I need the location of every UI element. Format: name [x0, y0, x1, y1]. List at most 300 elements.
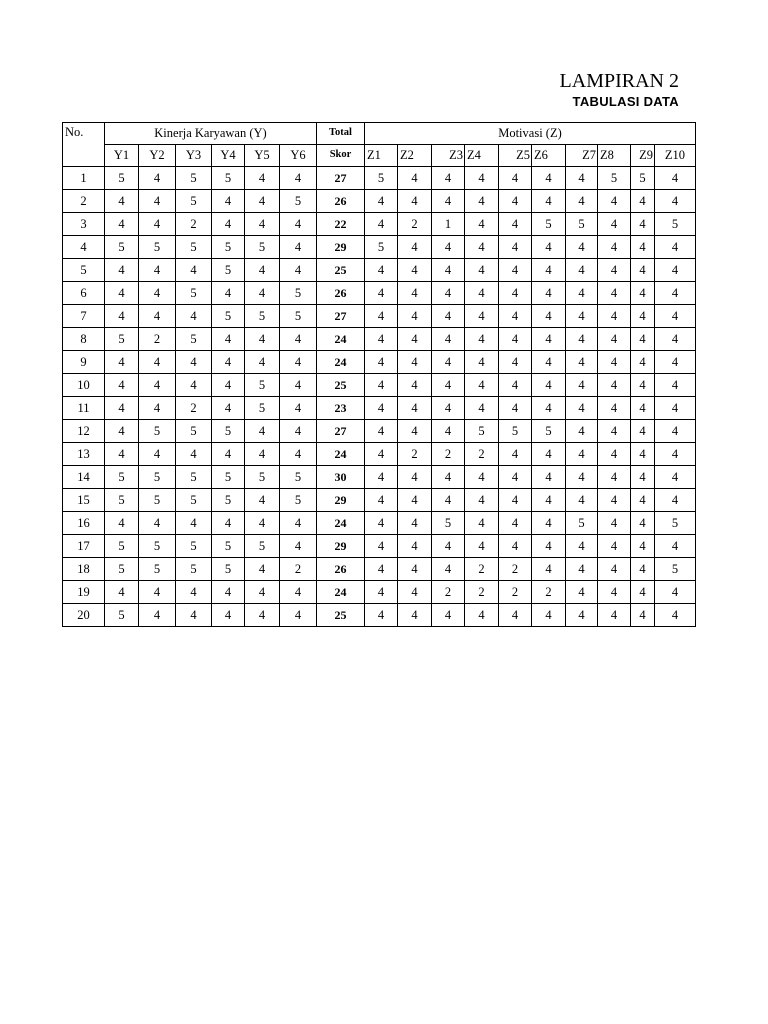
z6-cell: 4 — [532, 351, 566, 374]
z8-cell: 4 — [598, 351, 631, 374]
y1-cell: 5 — [105, 236, 139, 259]
z5-cell: 4 — [499, 374, 532, 397]
z9-cell: 4 — [631, 604, 655, 627]
header-z8: Z8 — [598, 145, 631, 167]
z6-cell: 5 — [532, 420, 566, 443]
total-skor-cell: 25 — [317, 374, 365, 397]
z6-cell: 4 — [532, 512, 566, 535]
y5-cell: 4 — [245, 190, 280, 213]
z7-cell: 4 — [566, 328, 598, 351]
row-number-cell: 6 — [63, 282, 105, 305]
y4-cell: 4 — [212, 374, 245, 397]
y6-cell: 4 — [280, 604, 317, 627]
y1-cell: 4 — [105, 581, 139, 604]
z3-cell: 4 — [432, 190, 465, 213]
z9-cell: 4 — [631, 581, 655, 604]
z7-cell: 5 — [566, 512, 598, 535]
total-skor-cell: 24 — [317, 512, 365, 535]
z8-cell: 4 — [598, 535, 631, 558]
z8-cell: 4 — [598, 374, 631, 397]
header-kinerja: Kinerja Karyawan (Y) — [105, 123, 317, 145]
z4-cell: 4 — [465, 535, 499, 558]
row-number-cell: 2 — [63, 190, 105, 213]
z4-cell: 4 — [465, 351, 499, 374]
z6-cell: 4 — [532, 558, 566, 581]
z3-cell: 4 — [432, 558, 465, 581]
y1-cell: 4 — [105, 190, 139, 213]
header-y1: Y1 — [105, 145, 139, 167]
table-row — [63, 581, 696, 604]
z8-cell: 4 — [598, 190, 631, 213]
z10-cell: 4 — [655, 535, 696, 558]
z9-cell: 5 — [631, 167, 655, 190]
y1-cell: 4 — [105, 259, 139, 282]
z3-cell: 4 — [432, 167, 465, 190]
z9-cell: 4 — [631, 512, 655, 535]
header-z9: Z9 — [631, 145, 655, 167]
y6-cell: 4 — [280, 259, 317, 282]
z3-cell: 5 — [432, 512, 465, 535]
y5-cell: 4 — [245, 167, 280, 190]
z9-cell: 4 — [631, 328, 655, 351]
z9-cell: 4 — [631, 236, 655, 259]
y4-cell: 5 — [212, 236, 245, 259]
y1-cell: 4 — [105, 512, 139, 535]
y2-cell: 5 — [139, 466, 176, 489]
z7-cell: 4 — [566, 259, 598, 282]
z1-cell: 4 — [365, 443, 398, 466]
z1-cell: 5 — [365, 167, 398, 190]
z1-cell: 4 — [365, 604, 398, 627]
header-z2: Z2 — [398, 145, 432, 167]
z5-cell: 4 — [499, 489, 532, 512]
y6-cell: 5 — [280, 190, 317, 213]
y4-cell: 5 — [212, 466, 245, 489]
y2-cell: 4 — [139, 190, 176, 213]
y2-cell: 5 — [139, 489, 176, 512]
y2-cell: 4 — [139, 259, 176, 282]
total-skor-cell: 24 — [317, 328, 365, 351]
y5-cell: 4 — [245, 581, 280, 604]
z10-cell: 5 — [655, 558, 696, 581]
header-z1: Z1 — [365, 145, 398, 167]
y4-cell: 5 — [212, 489, 245, 512]
total-skor-cell: 29 — [317, 535, 365, 558]
z4-cell: 4 — [465, 466, 499, 489]
z7-cell: 4 — [566, 167, 598, 190]
z1-cell: 4 — [365, 558, 398, 581]
y1-cell: 5 — [105, 604, 139, 627]
z10-cell: 5 — [655, 512, 696, 535]
z10-cell: 4 — [655, 581, 696, 604]
y1-cell: 4 — [105, 374, 139, 397]
y6-cell: 4 — [280, 351, 317, 374]
z1-cell: 4 — [365, 282, 398, 305]
y4-cell: 5 — [212, 558, 245, 581]
row-number-cell: 3 — [63, 213, 105, 236]
y3-cell: 5 — [176, 489, 212, 512]
y4-cell: 4 — [212, 328, 245, 351]
page-title: LAMPIRAN 2 — [559, 70, 679, 92]
total-skor-cell: 26 — [317, 558, 365, 581]
z1-cell: 4 — [365, 466, 398, 489]
y5-cell: 5 — [245, 236, 280, 259]
z4-cell: 4 — [465, 374, 499, 397]
y3-cell: 2 — [176, 213, 212, 236]
z4-cell: 4 — [465, 236, 499, 259]
z2-cell: 4 — [398, 167, 432, 190]
header-y5: Y5 — [245, 145, 280, 167]
z1-cell: 4 — [365, 328, 398, 351]
y2-cell: 4 — [139, 374, 176, 397]
z6-cell: 4 — [532, 282, 566, 305]
row-number-cell: 18 — [63, 558, 105, 581]
y2-cell: 4 — [139, 167, 176, 190]
z3-cell: 4 — [432, 282, 465, 305]
z10-cell: 4 — [655, 328, 696, 351]
z7-cell: 4 — [566, 535, 598, 558]
z8-cell: 4 — [598, 581, 631, 604]
z6-cell: 2 — [532, 581, 566, 604]
z7-cell: 4 — [566, 282, 598, 305]
y6-cell: 4 — [280, 581, 317, 604]
header-z4: Z4 — [465, 145, 499, 167]
y4-cell: 4 — [212, 213, 245, 236]
y2-cell: 5 — [139, 420, 176, 443]
z8-cell: 4 — [598, 604, 631, 627]
y3-cell: 5 — [176, 535, 212, 558]
y5-cell: 5 — [245, 374, 280, 397]
z3-cell: 2 — [432, 581, 465, 604]
z10-cell: 4 — [655, 236, 696, 259]
y5-cell: 4 — [245, 213, 280, 236]
z6-cell: 4 — [532, 328, 566, 351]
z3-cell: 4 — [432, 351, 465, 374]
z6-cell: 5 — [532, 213, 566, 236]
z8-cell: 4 — [598, 397, 631, 420]
table-row — [63, 282, 696, 305]
total-skor-cell: 30 — [317, 466, 365, 489]
y2-cell: 2 — [139, 328, 176, 351]
y6-cell: 4 — [280, 328, 317, 351]
z10-cell: 4 — [655, 374, 696, 397]
y6-cell: 4 — [280, 535, 317, 558]
y4-cell: 4 — [212, 604, 245, 627]
z8-cell: 4 — [598, 236, 631, 259]
z8-cell: 4 — [598, 305, 631, 328]
z10-cell: 4 — [655, 190, 696, 213]
z9-cell: 4 — [631, 259, 655, 282]
y6-cell: 5 — [280, 305, 317, 328]
y4-cell: 4 — [212, 282, 245, 305]
z1-cell: 4 — [365, 374, 398, 397]
z10-cell: 4 — [655, 282, 696, 305]
z6-cell: 4 — [532, 466, 566, 489]
y5-cell: 4 — [245, 489, 280, 512]
total-skor-cell: 29 — [317, 489, 365, 512]
z7-cell: 4 — [566, 489, 598, 512]
z6-cell: 4 — [532, 167, 566, 190]
total-skor-cell: 27 — [317, 167, 365, 190]
y3-cell: 5 — [176, 282, 212, 305]
z6-cell: 4 — [532, 305, 566, 328]
y4-cell: 4 — [212, 512, 245, 535]
z2-cell: 4 — [398, 328, 432, 351]
row-number-cell: 14 — [63, 466, 105, 489]
z9-cell: 4 — [631, 535, 655, 558]
z9-cell: 4 — [631, 282, 655, 305]
header-z7: Z7 — [566, 145, 598, 167]
z6-cell: 4 — [532, 535, 566, 558]
z4-cell: 4 — [465, 190, 499, 213]
y3-cell: 4 — [176, 443, 212, 466]
z5-cell: 2 — [499, 558, 532, 581]
total-skor-cell: 26 — [317, 190, 365, 213]
z1-cell: 4 — [365, 190, 398, 213]
y2-cell: 4 — [139, 213, 176, 236]
total-skor-cell: 26 — [317, 282, 365, 305]
z4-cell: 4 — [465, 213, 499, 236]
z3-cell: 4 — [432, 466, 465, 489]
z3-cell: 4 — [432, 604, 465, 627]
z8-cell: 4 — [598, 489, 631, 512]
z8-cell: 4 — [598, 282, 631, 305]
z1-cell: 4 — [365, 512, 398, 535]
z7-cell: 4 — [566, 420, 598, 443]
y5-cell: 4 — [245, 512, 280, 535]
y1-cell: 4 — [105, 420, 139, 443]
z3-cell: 4 — [432, 397, 465, 420]
row-number-cell: 16 — [63, 512, 105, 535]
y4-cell: 5 — [212, 259, 245, 282]
z4-cell: 4 — [465, 305, 499, 328]
z2-cell: 4 — [398, 351, 432, 374]
y3-cell: 5 — [176, 466, 212, 489]
z8-cell: 4 — [598, 259, 631, 282]
z1-cell: 4 — [365, 581, 398, 604]
z1-cell: 4 — [365, 420, 398, 443]
z4-cell: 4 — [465, 397, 499, 420]
z5-cell: 2 — [499, 581, 532, 604]
y2-cell: 4 — [139, 581, 176, 604]
z9-cell: 4 — [631, 213, 655, 236]
z2-cell: 4 — [398, 489, 432, 512]
y6-cell: 4 — [280, 397, 317, 420]
y1-cell: 4 — [105, 305, 139, 328]
row-number-cell: 8 — [63, 328, 105, 351]
header-y6: Y6 — [280, 145, 317, 167]
z4-cell: 4 — [465, 604, 499, 627]
table-row — [63, 512, 696, 535]
y6-cell: 4 — [280, 374, 317, 397]
y2-cell: 5 — [139, 535, 176, 558]
y3-cell: 5 — [176, 328, 212, 351]
z6-cell: 4 — [532, 604, 566, 627]
y5-cell: 5 — [245, 305, 280, 328]
y6-cell: 5 — [280, 489, 317, 512]
y2-cell: 4 — [139, 305, 176, 328]
row-number-cell: 5 — [63, 259, 105, 282]
z9-cell: 4 — [631, 305, 655, 328]
z1-cell: 4 — [365, 489, 398, 512]
table-row — [63, 328, 696, 351]
header-y3: Y3 — [176, 145, 212, 167]
z1-cell: 4 — [365, 535, 398, 558]
z2-cell: 4 — [398, 420, 432, 443]
y3-cell: 5 — [176, 190, 212, 213]
y4-cell: 4 — [212, 581, 245, 604]
z7-cell: 4 — [566, 236, 598, 259]
y1-cell: 5 — [105, 535, 139, 558]
z3-cell: 4 — [432, 535, 465, 558]
z6-cell: 4 — [532, 443, 566, 466]
y4-cell: 5 — [212, 535, 245, 558]
z5-cell: 4 — [499, 259, 532, 282]
table-row — [63, 466, 696, 489]
z3-cell: 4 — [432, 259, 465, 282]
z4-cell: 4 — [465, 259, 499, 282]
row-number-cell: 17 — [63, 535, 105, 558]
table-row — [63, 443, 696, 466]
z1-cell: 4 — [365, 351, 398, 374]
z1-cell: 4 — [365, 397, 398, 420]
total-skor-cell: 27 — [317, 305, 365, 328]
z5-cell: 4 — [499, 535, 532, 558]
z2-cell: 4 — [398, 604, 432, 627]
table-row — [63, 305, 696, 328]
row-number-cell: 12 — [63, 420, 105, 443]
y1-cell: 5 — [105, 466, 139, 489]
z5-cell: 4 — [499, 443, 532, 466]
y2-cell: 4 — [139, 604, 176, 627]
z4-cell: 4 — [465, 328, 499, 351]
table-body — [63, 167, 696, 627]
z10-cell: 4 — [655, 259, 696, 282]
z10-cell: 4 — [655, 305, 696, 328]
y3-cell: 4 — [176, 259, 212, 282]
table-row — [63, 558, 696, 581]
z2-cell: 2 — [398, 213, 432, 236]
y1-cell: 5 — [105, 489, 139, 512]
total-skor-cell: 25 — [317, 604, 365, 627]
z8-cell: 4 — [598, 512, 631, 535]
y3-cell: 4 — [176, 374, 212, 397]
z7-cell: 4 — [566, 581, 598, 604]
z3-cell: 1 — [432, 213, 465, 236]
header-skor: Skor — [317, 145, 365, 167]
z7-cell: 4 — [566, 374, 598, 397]
y4-cell: 5 — [212, 167, 245, 190]
y3-cell: 4 — [176, 351, 212, 374]
z5-cell: 4 — [499, 466, 532, 489]
z7-cell: 4 — [566, 397, 598, 420]
y1-cell: 5 — [105, 558, 139, 581]
z6-cell: 4 — [532, 489, 566, 512]
z9-cell: 4 — [631, 351, 655, 374]
y1-cell: 5 — [105, 167, 139, 190]
total-skor-cell: 22 — [317, 213, 365, 236]
z5-cell: 4 — [499, 213, 532, 236]
z2-cell: 4 — [398, 374, 432, 397]
y6-cell: 5 — [280, 466, 317, 489]
y6-cell: 4 — [280, 512, 317, 535]
row-number-cell: 20 — [63, 604, 105, 627]
y3-cell: 4 — [176, 604, 212, 627]
z2-cell: 4 — [398, 305, 432, 328]
z6-cell: 4 — [532, 374, 566, 397]
z10-cell: 4 — [655, 167, 696, 190]
y1-cell: 5 — [105, 328, 139, 351]
z9-cell: 4 — [631, 443, 655, 466]
y2-cell: 4 — [139, 397, 176, 420]
header-z5: Z5 — [499, 145, 532, 167]
z1-cell: 4 — [365, 259, 398, 282]
y4-cell: 4 — [212, 190, 245, 213]
z4-cell: 4 — [465, 282, 499, 305]
y4-cell: 4 — [212, 351, 245, 374]
z2-cell: 4 — [398, 397, 432, 420]
z1-cell: 4 — [365, 213, 398, 236]
z2-cell: 4 — [398, 466, 432, 489]
z5-cell: 4 — [499, 167, 532, 190]
table-row — [63, 604, 696, 627]
table-row — [63, 167, 696, 190]
z10-cell: 4 — [655, 397, 696, 420]
y5-cell: 4 — [245, 328, 280, 351]
row-number-cell: 4 — [63, 236, 105, 259]
y3-cell: 5 — [176, 558, 212, 581]
table-row — [63, 351, 696, 374]
z5-cell: 4 — [499, 328, 532, 351]
y1-cell: 4 — [105, 397, 139, 420]
z10-cell: 4 — [655, 443, 696, 466]
z7-cell: 4 — [566, 443, 598, 466]
header-no: No. — [63, 123, 105, 167]
z7-cell: 4 — [566, 466, 598, 489]
z8-cell: 4 — [598, 443, 631, 466]
z8-cell: 4 — [598, 328, 631, 351]
row-number-cell: 9 — [63, 351, 105, 374]
z5-cell: 4 — [499, 351, 532, 374]
y2-cell: 4 — [139, 443, 176, 466]
y3-cell: 5 — [176, 236, 212, 259]
row-number-cell: 15 — [63, 489, 105, 512]
total-skor-cell: 23 — [317, 397, 365, 420]
z6-cell: 4 — [532, 259, 566, 282]
z9-cell: 4 — [631, 190, 655, 213]
z4-cell: 4 — [465, 489, 499, 512]
y6-cell: 4 — [280, 167, 317, 190]
data-table — [62, 122, 696, 627]
table-row — [63, 374, 696, 397]
y5-cell: 4 — [245, 443, 280, 466]
total-skor-cell: 24 — [317, 581, 365, 604]
table-row — [63, 535, 696, 558]
z2-cell: 4 — [398, 236, 432, 259]
row-number-cell: 1 — [63, 167, 105, 190]
y5-cell: 5 — [245, 535, 280, 558]
z10-cell: 4 — [655, 351, 696, 374]
z1-cell: 4 — [365, 305, 398, 328]
row-number-cell: 7 — [63, 305, 105, 328]
page-subtitle: TABULASI DATA — [572, 94, 679, 109]
y2-cell: 4 — [139, 351, 176, 374]
z9-cell: 4 — [631, 374, 655, 397]
z2-cell: 2 — [398, 443, 432, 466]
z7-cell: 4 — [566, 558, 598, 581]
table-row — [63, 236, 696, 259]
y4-cell: 5 — [212, 305, 245, 328]
